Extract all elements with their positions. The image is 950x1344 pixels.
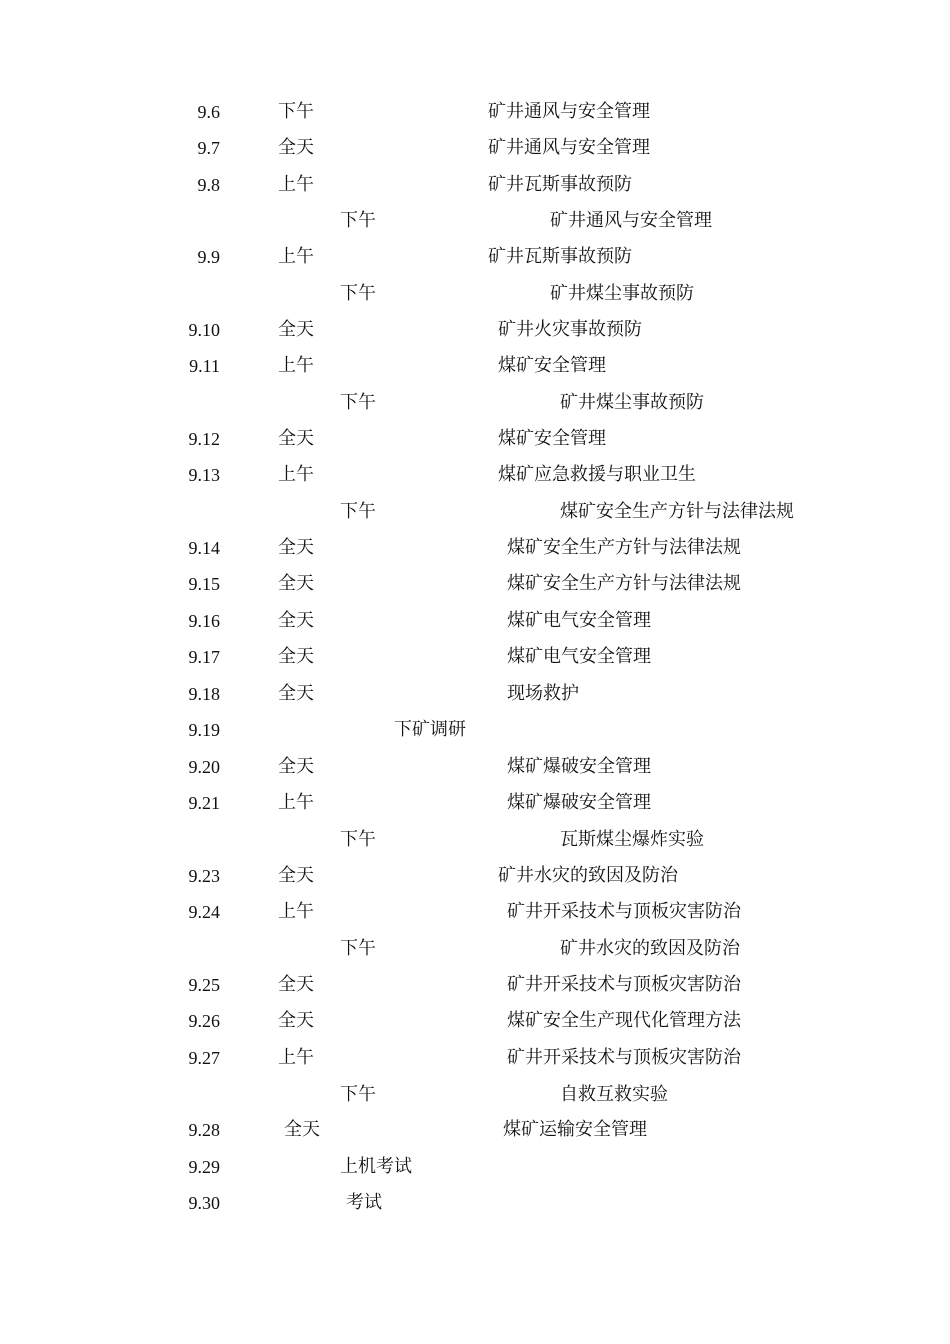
schedule-row: [0, 788, 950, 818]
schedule-row: [0, 715, 950, 745]
row-period: 全天: [278, 573, 314, 594]
row-course: 矿井瓦斯事故预防: [488, 174, 632, 195]
row-course: 煤矿安全生产方针与法律法规: [507, 537, 741, 558]
row-course: 矿井水灾的致因及防治: [560, 938, 740, 959]
row-course: 煤矿应急救援与职业卫生: [498, 464, 696, 485]
row-period: 全天: [278, 1010, 314, 1031]
schedule-row: [0, 315, 950, 345]
row-course: 煤矿运输安全管理: [503, 1119, 647, 1140]
row-date: 9.25: [188, 975, 220, 995]
row-course: 煤矿爆破安全管理: [507, 792, 651, 813]
row-course: 考试: [346, 1192, 382, 1213]
row-course: 煤矿安全生产方针与法律法规: [560, 501, 794, 522]
row-date: 9.21: [188, 793, 220, 813]
schedule-row: [0, 388, 950, 418]
schedule-row: [0, 970, 950, 1000]
row-date: 9.8: [197, 175, 220, 195]
row-period: 下午: [340, 392, 376, 413]
row-course: 瓦斯煤尘爆炸实验: [560, 829, 704, 850]
row-date: 9.18: [188, 684, 220, 704]
schedule-row: [0, 424, 950, 454]
row-period: 下午: [278, 101, 314, 122]
schedule-row: [0, 934, 950, 964]
row-date: 9.30: [188, 1193, 220, 1213]
row-period: 上午: [278, 174, 314, 195]
row-course: 煤矿安全生产现代化管理方法: [507, 1010, 741, 1031]
row-date: 9.17: [188, 647, 220, 667]
schedule-row: [0, 279, 950, 309]
row-course: 煤矿安全管理: [498, 428, 606, 449]
row-course: 下矿调研: [394, 719, 466, 740]
row-period: 下午: [340, 283, 376, 304]
row-course: 矿井通风与安全管理: [488, 101, 650, 122]
row-period: 下午: [340, 210, 376, 231]
schedule-row: [0, 1043, 950, 1073]
schedule-row: [0, 606, 950, 636]
schedule-row: [0, 1006, 950, 1036]
schedule-row: [0, 170, 950, 200]
row-date: 9.27: [188, 1048, 220, 1068]
row-course: 煤矿电气安全管理: [507, 610, 651, 631]
schedule-row: [0, 1152, 950, 1182]
schedule-row: [0, 242, 950, 272]
row-period: 全天: [278, 756, 314, 777]
row-course: 矿井煤尘事故预防: [550, 283, 694, 304]
row-date: 9.13: [188, 465, 220, 485]
schedule-row: [0, 97, 950, 127]
row-period: 全天: [278, 610, 314, 631]
row-course: 矿井开采技术与顶板灾害防治: [507, 974, 741, 995]
row-period: 全天: [278, 428, 314, 449]
row-date: 9.10: [188, 320, 220, 340]
row-course: 矿井煤尘事故预防: [560, 392, 704, 413]
schedule-row: [0, 206, 950, 236]
row-course: 现场救护: [507, 683, 579, 704]
row-date: 9.6: [197, 102, 220, 122]
row-period: 全天: [278, 537, 314, 558]
schedule-row: [0, 752, 950, 782]
schedule-row: [0, 460, 950, 490]
schedule-row: [0, 533, 950, 563]
schedule-row: [0, 825, 950, 855]
row-period: 上午: [278, 464, 314, 485]
row-period: 下午: [340, 501, 376, 522]
row-period: 下午: [340, 938, 376, 959]
row-course: 矿井瓦斯事故预防: [488, 246, 632, 267]
schedule-row: [0, 497, 950, 527]
row-period: 上午: [278, 792, 314, 813]
schedule-row: [0, 351, 950, 381]
schedule-row: [0, 1188, 950, 1218]
row-period: 下午: [340, 829, 376, 850]
row-date: 9.28: [188, 1120, 220, 1140]
row-date: 9.7: [197, 138, 220, 158]
row-period: 下午: [340, 1084, 376, 1105]
row-course: 矿井水灾的致因及防治: [498, 865, 678, 886]
row-date: 9.15: [188, 574, 220, 594]
row-date: 9.9: [197, 247, 220, 267]
schedule-row: [0, 642, 950, 672]
row-course: 煤矿安全生产方针与法律法规: [507, 573, 741, 594]
row-date: 9.26: [188, 1011, 220, 1031]
schedule-row: [0, 679, 950, 709]
row-date: 9.29: [188, 1157, 220, 1177]
schedule-row: [0, 133, 950, 163]
row-date: 9.11: [189, 356, 220, 376]
schedule-row: [0, 569, 950, 599]
row-course: 矿井开采技术与顶板灾害防治: [507, 901, 741, 922]
row-period: 上午: [278, 1047, 314, 1068]
schedule-row: [0, 861, 950, 891]
row-course: 煤矿爆破安全管理: [507, 756, 651, 777]
row-date: 9.24: [188, 902, 220, 922]
row-date: 9.20: [188, 757, 220, 777]
row-period: 全天: [278, 683, 314, 704]
row-period: 全天: [278, 974, 314, 995]
row-course: 上机考试: [340, 1156, 412, 1177]
row-date: 9.12: [188, 429, 220, 449]
row-period: 上午: [278, 901, 314, 922]
row-period: 上午: [278, 246, 314, 267]
row-period: 全天: [278, 865, 314, 886]
row-date: 9.14: [188, 538, 220, 558]
row-course: 矿井火灾事故预防: [498, 319, 642, 340]
schedule-row: [0, 1115, 950, 1145]
row-course: 矿井开采技术与顶板灾害防治: [507, 1047, 741, 1068]
row-period: 全天: [284, 1119, 320, 1140]
row-period: 全天: [278, 319, 314, 340]
row-date: 9.23: [188, 866, 220, 886]
row-course: 煤矿电气安全管理: [507, 646, 651, 667]
row-period: 上午: [278, 355, 314, 376]
row-course: 矿井通风与安全管理: [488, 137, 650, 158]
row-period: 全天: [278, 646, 314, 667]
row-date: 9.19: [188, 720, 220, 740]
row-course: 自救互救实验: [560, 1084, 668, 1105]
row-course: 矿井通风与安全管理: [550, 210, 712, 231]
schedule-row: [0, 897, 950, 927]
row-period: 全天: [278, 137, 314, 158]
row-course: 煤矿安全管理: [498, 355, 606, 376]
row-date: 9.16: [188, 611, 220, 631]
schedule-row: [0, 1080, 950, 1110]
